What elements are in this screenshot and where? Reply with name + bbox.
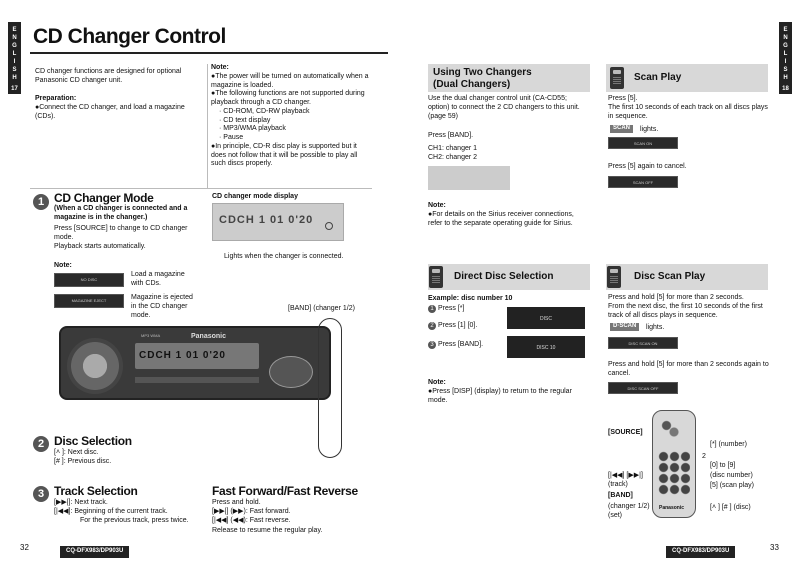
direct-step-1-text: Press [*] [438,305,465,312]
top-note-item: · CD text display [219,116,271,124]
remote-brand: Panasonic [659,505,685,511]
magazine-eject-indicator: MAGAZINE EJECT [54,294,124,308]
remote-track-label: [|◀◀] [▶▶|] [608,472,643,479]
language-tab-left: E N G L I S H 17 [8,22,21,94]
direct-step-1 [428,305,464,314]
unit-brand: Panasonic [191,333,227,340]
step-dot: 2 [428,322,436,330]
divider [30,188,372,189]
unit-model: MP3 WMA [141,333,161,338]
ff-l2: [▶▶|] (▶▶): Fast forward. [212,508,291,515]
top-note-item: ● The following functions are not supported during playback through a CD changer. [211,90,371,108]
ch-display [428,166,510,190]
top-note [208,64,371,169]
changer-display-readout: CDCH 1 01 0'20 [219,214,314,226]
mode-line1: Press [SOURCE] to change to CD changer mode. [54,225,188,241]
direct-step-3 [428,341,483,350]
step-dot: 1 [428,305,436,313]
mode-sub: (When a CD changer is connected and a magazine is in the changer.) [54,205,188,221]
disc-scan-lights: lights. [646,324,665,331]
direct-band [428,264,590,290]
prep-item: ● Connect the CD changer, and load a magazine (CDs). [35,104,201,122]
ch2-label: CH2: changer 2 [428,154,478,161]
top-note-item: · MP3/WMA playback [219,125,286,133]
remote-disc-number: (disc number) [710,472,753,479]
ff-heading: Fast Forward/Fast Reverse [212,484,358,498]
direct-note-heading: Note: [428,379,446,386]
mode-heading: CD Changer Mode [54,191,154,205]
navigation-cluster[interactable] [269,356,313,388]
two-changers-note-heading: Note: [428,202,446,209]
direct-step-2 [428,322,477,331]
display-caption: Lights when the changer is connected. [224,253,344,260]
unit-display [135,343,259,369]
head-unit [59,326,331,400]
direct-lcd-2 [507,336,585,358]
scan-off-indicator: SCAN OFF [608,176,678,188]
disc-scan-l1: Press and hold [5] for more than 2 seconds. [608,294,744,301]
remote-icon [610,67,624,89]
no-disc-text: Load a magazine with CDs. [131,271,185,287]
top-note-item: ● The power will be turned on automatically when a magazine is loaded. [211,73,371,91]
direct-example: Example: disc number 10 [428,295,513,302]
band-label: [BAND] (changer 1/2) [288,305,355,312]
step-dot: 3 [428,341,436,349]
ch1-label: CH1: changer 1 [428,145,478,152]
prep-heading: Preparation: [35,95,77,102]
mode-line2: Playback starts automatically. [54,243,146,250]
disc-indicator-icon [325,222,333,230]
intro-box [30,64,208,188]
remote-icon [429,266,443,288]
remote-2-label: 2 [702,453,706,460]
preset-bar[interactable] [135,377,259,383]
no-disc-indicator: NO DISC [54,273,124,287]
track-prev-twice: For the previous track, press twice. [80,517,189,524]
page-number-right: 33 [770,543,779,552]
scan-lights: lights. [640,126,659,133]
remote-band-sub1: (changer 1/2) [608,503,650,510]
model-left: CQ-DFX983/DP903U [60,546,129,558]
remote-track-sub: (track) [608,481,628,488]
scan-indicator: SCAN [610,125,633,133]
remote-band-label: [BAND] [608,492,633,499]
disc-scan-off-indicator: DISC SCAN OFF [608,382,678,394]
two-changers-note: ● For details on the Sirius receiver connections, refer to the separate operating guide for Sirius. [428,211,590,229]
remote-star-label: [*] (number) [710,441,747,448]
top-note-item: ● In principle, CD-R disc play is supported but it does not follow that it will be possible to play all such discs properly. [211,143,371,169]
disc-scan-band [606,264,768,290]
remote-icon [607,266,621,288]
track-next: [▶▶|]: Next track. [54,499,108,506]
remote-source-label: [SOURCE] [608,429,643,436]
disc-scan-cancel: Press and hold [5] for more than 2 seconds again to cancel. [608,361,769,377]
scan-l2: The first 10 seconds of each track on all discs plays in sequence. [608,104,768,120]
two-changers-press: Press [BAND]. [428,132,474,139]
direct-heading: Direct Disc Selection [454,271,554,282]
step-2-badge: 2 [33,436,49,452]
callout-outline [318,318,342,458]
disc-scan-on-indicator: DISC SCAN ON [608,337,678,349]
unit-display-readout: CDCH 1 01 0'20 [139,350,226,361]
display-heading: CD changer mode display [212,193,298,200]
remote-nums-label: [0] to [9] [710,462,736,469]
disc-prev: [# ]: Previous disc. [54,458,112,465]
two-changers-heading: Using Two Changers [433,67,532,78]
ff-l4: Release to resume the regular play. [212,527,323,534]
remote-control [652,410,696,518]
direct-step-2-text: Press [1] [0]. [438,322,478,329]
language-tab-right: E N G L I S H 18 [779,22,792,94]
top-note-item: · Pause [219,134,244,141]
remote-top-buttons[interactable] [659,419,689,445]
step-3-badge: 3 [33,486,49,502]
model-right: CQ-DFX983/DP903U [666,546,735,558]
step-1-badge: 1 [33,194,49,210]
page-title: CD Changer Control [33,25,226,48]
remote-band-sub2: (set) [608,512,622,519]
lcd-2-text: DISC 10 [536,345,556,351]
disc-selection-heading: Disc Selection [54,434,132,448]
disc-scan-indicator: D·SCAN [610,323,639,331]
volume-knob[interactable] [67,338,123,394]
scan-l1: Press [5]. [608,95,638,102]
changer-display [212,203,344,241]
track-selection-heading: Track Selection [54,484,138,498]
remote-disc-label: [˄ ] [# ] (disc) [710,504,751,511]
scan-heading: Scan Play [634,72,682,83]
direct-step-3-text: Press [BAND]. [438,341,484,348]
direct-lcd-1 [507,307,585,329]
two-changers-text: Use the dual changer control unit (CA-CD55; option) to connect the 2 CD changers to this unit. (page 59) [428,95,580,120]
intro-text: CD changer functions are designed for optional Panasonic CD changer unit. [35,68,182,84]
remote-keypad[interactable] [658,451,690,495]
direct-note: ● Press [DISP] (display) to return to the regular mode. [428,388,590,406]
ff-l3: [|◀◀] (◀◀): Fast reverse. [212,517,291,524]
scan-cancel: Press [5] again to cancel. [608,163,687,170]
track-prev: [|◀◀]: Beginning of the current track. [54,508,168,515]
magazine-eject-text: Magazine is ejected in the CD changer mode. [131,294,193,319]
scan-band [606,64,768,92]
page-number-left: 32 [20,543,29,552]
ff-l1: Press and hold. [212,499,261,506]
top-note-heading: Note: [211,64,229,71]
disc-next: [˄ ]: Next disc. [54,449,99,456]
disc-scan-heading: Disc Scan Play [634,271,706,282]
remote-scan-play: [5] (scan play) [710,482,754,489]
two-changers-heading2: (Dual Changers) [433,79,511,90]
lcd-1-text: DISC [540,316,552,322]
title-rule [30,52,388,54]
mode-note-heading: Note: [54,262,72,269]
disc-scan-l2: From the next disc, the first 10 seconds of the first track of all discs plays in sequence. [608,303,763,319]
top-note-item: · CD-ROM, CD-RW playback [219,107,310,115]
scan-on-indicator: SCAN ON [608,137,678,149]
two-changers-band [428,64,590,92]
